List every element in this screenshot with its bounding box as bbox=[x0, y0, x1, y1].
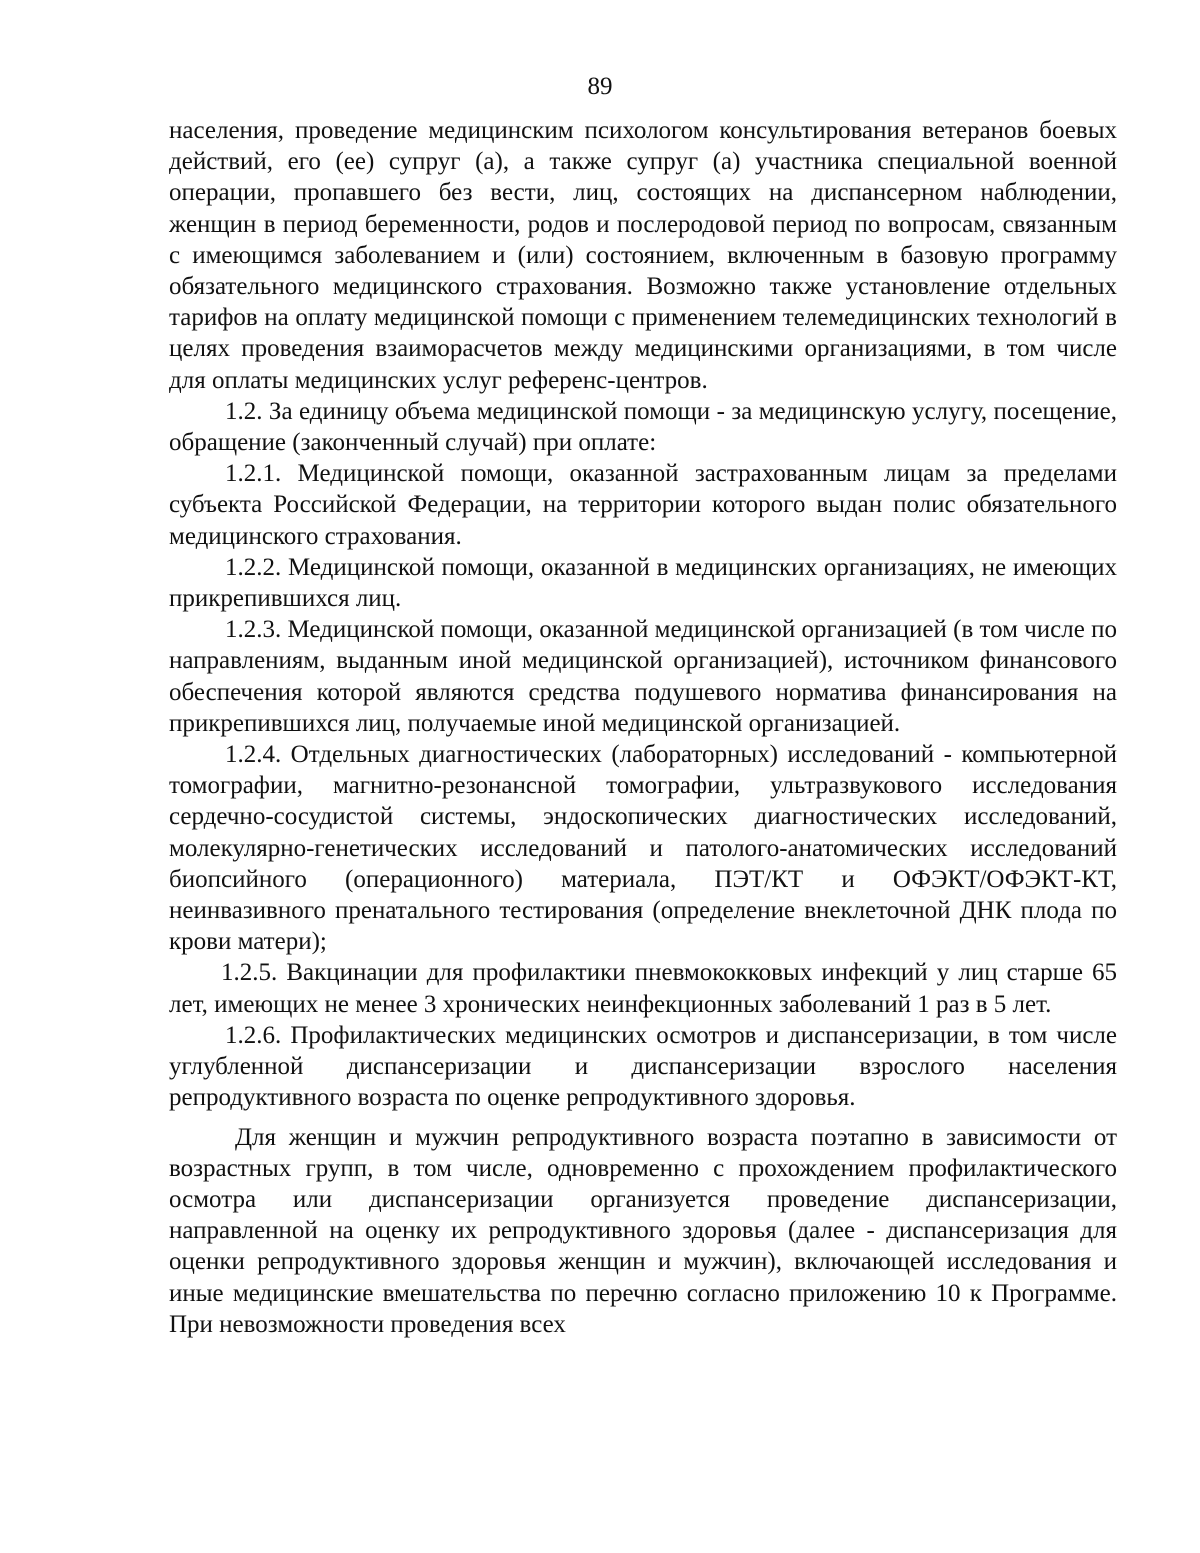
document-body bbox=[169, 115, 1117, 1340]
paragraph-1-2-2: 1.2.2. Медицинской помощи, оказанной в медицинских организациях, не имеющих прикрепившихся лиц. bbox=[169, 553, 1117, 613]
paragraph-reproductive-health: Для женщин и мужчин репродуктивного возраста поэтапно в зависимости от возрастных групп, в том числе, одновременно с прохождением профилактического осмотра или диспансеризации организуется проведение диспансеризации, направленной на оценку их репродуктивного здоровья (далее - диспансеризация для оценки репродуктивного здоровья женщин и мужчин), включающей исследования и иные медицинские вмешательства по перечню согласно приложению 10 к Программе. При невозможности проведения всех bbox=[169, 1123, 1117, 1338]
paragraph-1-2-5: 1.2.5. Вакцинации для профилактики пневмококковых инфекций у лиц старше 65 лет, имеющих не менее 3 хронических неинфекционных заболеваний 1 раз в 5 лет. bbox=[169, 959, 1117, 1018]
page-number: 89 bbox=[587, 73, 613, 100]
paragraph-1-2-3: 1.2.3. Медицинской помощи, оказанной медицинской организацией (в том числе по направлениям, выданным иной медицинской организацией), источником финансового обеспечения которой являются средства подушевого норматива финансирования на прикрепившихся лиц, получаемые иной медицинской организацией. bbox=[169, 616, 1117, 737]
paragraph-1-2: 1.2. За единицу объема медицинской помощи - за медицинскую услугу, посещение, обращение (законченный случай) при оплате: bbox=[169, 397, 1117, 457]
paragraph-continuation: населения, проведение медицинским психологом консультирования ветеранов боевых действий, его (ее) супруг (а), а также супруг (а) участника специальной военной операции, пропавшего без вести, лиц, состоящих на диспансерном наблюдении, женщин в период беременности, родов и послеродовой период по вопросам, связанным с имеющимся заболеванием и (или) состоянием, включенным в базовую программу обязательного медицинского страхования. Возможно также установление отдельных тарифов на оплату медицинской помощи с применением телемедицинских технологий в целях проведения взаиморасчетов между медицинскими организациями, в том числе для оплаты медицинских услуг референс-центров. bbox=[169, 117, 1117, 394]
paragraph-1-2-4: 1.2.4. Отдельных диагностических (лабораторных) исследований - компьютерной томографии, магнитно-резонансной томографии, ультразвукового исследования сердечно-сосудистой системы, эндоскопических диагностических исследований, молекулярно-генетических исследований и патолого-анатомических исследований биопсийного (операционного) материала, ПЭТ/КТ и ОФЭКТ/ОФЭКТ-КТ, неинвазивного пренатального тестирования (определение внеклеточной ДНК плода по крови матери); bbox=[169, 741, 1117, 956]
paragraph-1-2-1: 1.2.1. Медицинской помощи, оказанной застрахованным лицам за пределами субъекта Российской Федерации, на территории которого выдан полис обязательного медицинского страхования. bbox=[169, 460, 1117, 550]
paragraph-1-2-6: 1.2.6. Профилактических медицинских осмотров и диспансеризации, в том числе углубленной диспансеризации и диспансеризации взрослого населения репродуктивного возраста по оценке репродуктивного здоровья. bbox=[169, 1021, 1117, 1112]
